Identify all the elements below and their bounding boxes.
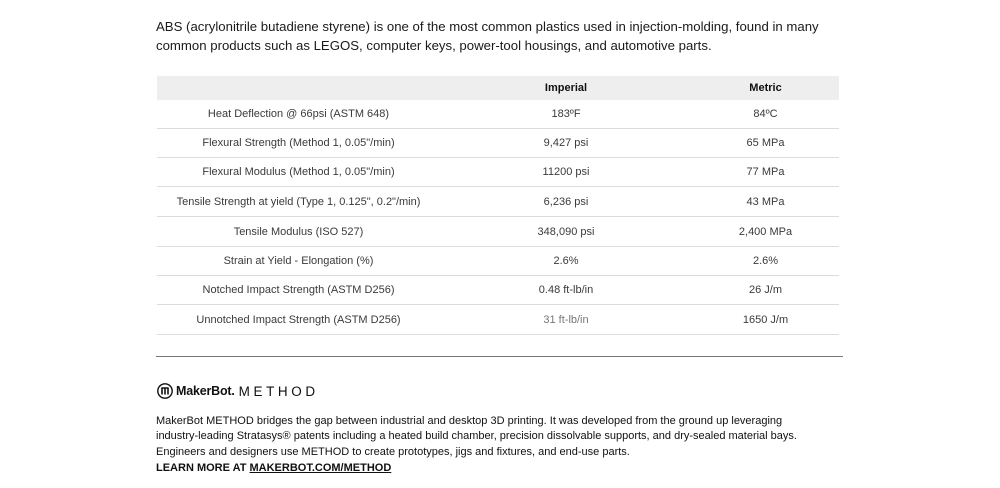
metric-value: 2,400 MPa (692, 217, 839, 247)
property-name: Flexural Strength (Method 1, 0.05"/min) (157, 129, 440, 158)
makerbot-method-logo (157, 382, 319, 400)
property-name: Unnotched Impact Strength (ASTM D256) (157, 305, 440, 335)
imperial-value: 0.48 ft-lb/in (440, 276, 692, 305)
logo-brand: MakerBot. (176, 384, 235, 398)
property-name: Strain at Yield - Elongation (%) (157, 247, 440, 276)
about-line: Engineers and designers use METHOD to create prototypes, jigs and fixtures, and end-use parts. (156, 445, 630, 458)
table-row (157, 187, 839, 217)
imperial-value: 6,236 psi (440, 187, 692, 217)
table-row (157, 217, 839, 247)
properties-table (157, 76, 839, 335)
property-name: Flexural Modulus (Method 1, 0.05"/min) (157, 158, 440, 187)
makerbot-m-icon (157, 383, 173, 399)
header-metric: Metric (749, 82, 782, 94)
header-imperial: Imperial (544, 82, 588, 94)
imperial-value: 348,090 psi (440, 217, 692, 247)
about-line: industry-leading Stratasys® patents including a heated build chamber, precision dissolvable supports, and dry-sealed material bays. (156, 430, 797, 443)
section-divider (156, 356, 843, 357)
property-name: Tensile Strength at yield (Type 1, 0.125", 0.2"/min) (157, 187, 440, 217)
imperial-value: 31 ft-lb/in (440, 305, 692, 335)
metric-value: 1650 J/m (692, 305, 839, 335)
imperial-value: 11200 psi (440, 158, 692, 187)
about-paragraph (156, 414, 856, 460)
header-property (157, 76, 440, 100)
makerbot-method-link[interactable]: MAKERBOT.COM/METHOD (249, 462, 392, 474)
intro-line: common products such as LEGOS, computer keys, power-tool housings, and automotive parts. (156, 38, 712, 53)
about-line: MakerBot METHOD bridges the gap between industrial and desktop 3D printing. It was developed from the ground up leveraging (156, 415, 783, 427)
table-header-row (157, 76, 839, 100)
property-name: Tensile Modulus (ISO 527) (157, 217, 440, 247)
table-row (157, 247, 839, 276)
intro-paragraph (156, 17, 846, 55)
metric-value: 2.6% (692, 247, 839, 276)
learn-more (156, 462, 391, 474)
table-row (157, 129, 839, 158)
metric-value: 65 MPa (692, 129, 839, 158)
learn-more-prefix: LEARN MORE AT (156, 462, 250, 474)
metric-value: 43 MPa (692, 187, 839, 217)
imperial-value: 2.6% (440, 247, 692, 276)
property-name: Heat Deflection @ 66psi (ASTM 648) (157, 100, 440, 129)
metric-value: 26 J/m (692, 276, 839, 305)
property-name: Notched Impact Strength (ASTM D256) (157, 276, 440, 305)
table-row (157, 158, 839, 187)
table-row (157, 276, 839, 305)
metric-value: 77 MPa (692, 158, 839, 187)
imperial-value: 183ºF (440, 100, 692, 129)
table-row (157, 100, 839, 129)
table-row (157, 305, 839, 335)
intro-line: ABS (acrylonitrile butadiene styrene) is one of the most common plastics used in injection-molding, found in many (156, 19, 819, 34)
metric-value: 84ºC (692, 100, 839, 129)
imperial-value: 9,427 psi (440, 129, 692, 158)
logo-product: METHOD (238, 383, 319, 399)
